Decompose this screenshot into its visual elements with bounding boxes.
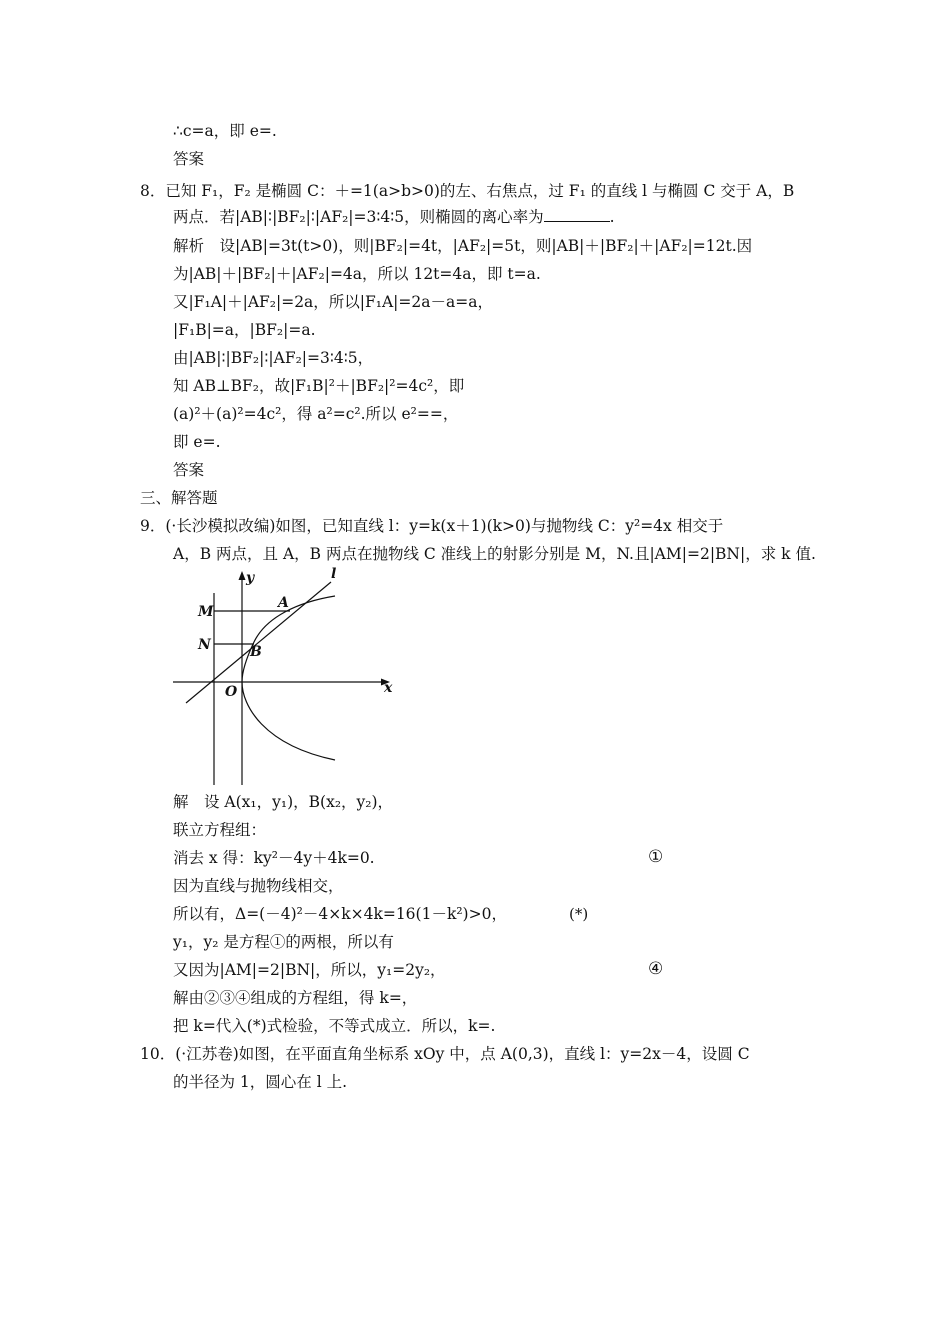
y-axis-arrow (239, 571, 246, 580)
solution-line: y₁，y₂ 是方程①的两根，所以有 (173, 933, 394, 951)
point-a-label: A (278, 595, 289, 611)
origin-label: O (225, 684, 238, 700)
problem-8-line-2: 两点．若|AB|∶|BF₂|∶|AF₂|=3∶4∶5，则椭圆的离心率为 . (173, 208, 615, 226)
equation-marker: (*) (569, 905, 589, 923)
solution-line: 为|AB|＋|BF₂|＋|AF₂|=4a，所以 12t=4a，即 t=a. (173, 265, 541, 283)
answer-label: 答案 (173, 150, 205, 168)
solution-line: 知 AB⊥BF₂，故|F₁B|²＋|BF₂|²=4c²，即 (173, 377, 465, 395)
section-heading: 三、解答题 (140, 489, 218, 507)
solution-line: 消去 x 得：ky²－4y＋4k=0. (173, 849, 375, 867)
solution-line: 联立方程组： (173, 821, 267, 839)
solution-line: 解由②③④组成的方程组，得 k=， (173, 989, 418, 1007)
line-l-label: l (331, 566, 337, 582)
solution-line: 解 设 A(x₁，y₁)，B(x₂，y₂)， (173, 793, 394, 811)
solution-line: 又|F₁A|＋|AF₂|=2a，所以|F₁A|=2a－a=a， (173, 293, 493, 311)
parabola-curve (242, 596, 335, 760)
equation-number: ④ (648, 959, 664, 979)
solution-line: 由|AB|∶|BF₂|∶|AF₂|=3∶4∶5， (173, 349, 374, 367)
answer-blank (544, 207, 610, 222)
answer-label: 答案 (173, 461, 205, 479)
solution-line: 解析 设|AB|=3t(t>0)，则|BF₂|=4t，|AF₂|=5t，则|AB|＋|BF₂|＋|AF₂|=12t.因 (173, 237, 753, 255)
solution-line: 即 e=. (173, 433, 221, 451)
problem-9-line-1: 9．(·长沙模拟改编)如图，已知直线 l：y=k(x＋1)(k>0)与抛物线 C：y²=4x 相交于 (140, 517, 724, 535)
problem-9-line-2: A，B 两点，且 A，B 两点在抛物线 C 准线上的射影分别是 M，N.且|AM|=2|BN|，求 k 值. (173, 545, 816, 563)
problem-10-line-2: 的半径为 1，圆心在 l 上. (173, 1073, 348, 1091)
solution-line: |F₁B|=a，|BF₂|=a. (173, 321, 316, 339)
y-axis-label: y (246, 570, 255, 586)
solution-line: 所以有，Δ=(－4)²－4×k×4k=16(1－k²)>0， (173, 905, 507, 923)
text-line: ∴c=a，即 e=. (173, 122, 277, 140)
solution-line: (a)²＋(a)²=4c²，得 a²=c².所以 e²==， (173, 405, 459, 423)
point-n-label: N (198, 637, 211, 653)
solution-line: 因为直线与抛物线相交， (173, 877, 344, 895)
solution-line: 把 k=代入(*)式检验，不等式成立．所以，k=. (173, 1017, 496, 1035)
equation-number: ① (648, 847, 664, 867)
point-m-label: M (198, 604, 214, 620)
problem-10-line-1: 10．(·江苏卷)如图，在平面直角坐标系 xOy 中，点 A(0,3)，直线 l：y=2x－4，设圆 C (140, 1045, 750, 1063)
x-axis-label: x (384, 680, 393, 696)
point-b-label: B (250, 644, 262, 660)
parabola-figure (168, 565, 408, 787)
problem-8-line-1: 8．已知 F₁，F₂ 是椭圆 C：＋=1(a>b>0)的左、右焦点，过 F₁ 的直线 l 与椭圆 C 交于 A，B (140, 182, 795, 200)
solution-line: 又因为|AM|=2|BN|，所以，y₁=2y₂， (173, 961, 446, 979)
